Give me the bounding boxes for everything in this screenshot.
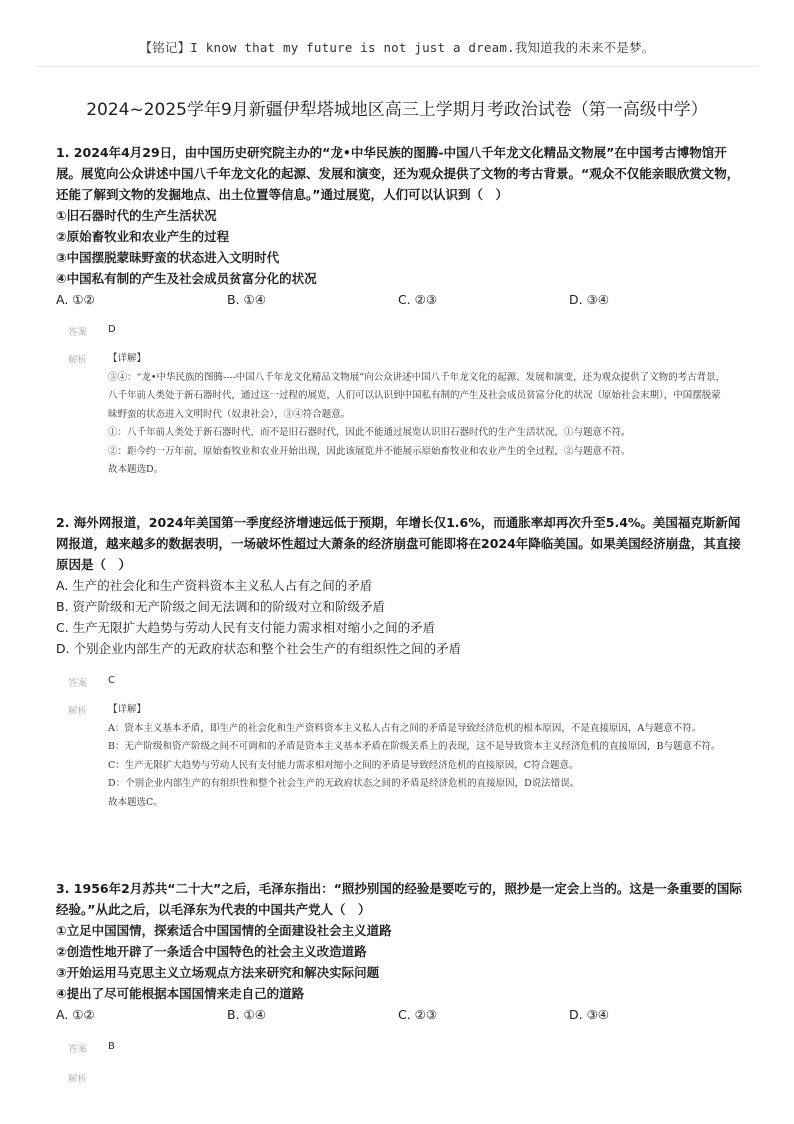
choice-row	[56, 1004, 746, 1025]
analysis-block	[56, 701, 746, 812]
header-divider	[36, 66, 758, 67]
statement-item: ③中国摆脱蒙昧野蛮的状态进入文明时代	[56, 250, 280, 265]
analysis-paragraph: A：资本主义基本矛盾，即生产的社会化和生产资料资本主义私人占有之间的矛盾是导致经济危机的根本原因，不是直接原因，A与题意不符。	[108, 722, 702, 734]
statement-item: ④提出了尽可能根据本国国情来走自己的道路	[56, 986, 305, 1001]
statement-item: ②原始畜牧业和农业产生的过程	[56, 229, 230, 244]
analysis-paragraph: ③④：“龙•中华民族的图腾----中国八千年龙文化精品文物展”向公众讲述中国八千年龙文化的起源、发展和演变，还为观众提供了文物的考古背景，八千年前人类处于新石器时代，通过这一过程的展览，人们可以认识到中国私有制的产生及社会成员贫富分化的状况（原始社会末期），中国摆脱蒙昧野蛮的状态进入文明时代（奴隶社会），③④符合题意。	[108, 371, 726, 420]
statement-item: ③开始运用马克思主义立场观点方法来研究和解决实际问题	[56, 965, 380, 980]
analysis-paragraph: ②：距今约一万年前，原始畜牧业和农业开始出现，因此该展览并不能展示原始畜牧业和农业产生的全过程，②与题意不符。	[108, 445, 631, 457]
analysis-paragraph: D：个别企业内部生产的有组织性和整个社会生产的无政府状态之间的矛盾是经济危机的直接原因，D说法错误。	[108, 778, 580, 789]
analysis-text	[108, 350, 728, 480]
statement-item: ①立足中国国情，探索适合中国国情的全面建设社会主义道路	[56, 923, 392, 938]
analysis-paragraph: B：无产阶级和资产阶级之间不可调和的矛盾是资本主义基本矛盾在阶级关系上的表现，这不是导致资本主义经济危机的直接原因，B与题意不符。	[108, 741, 721, 752]
question-stem: 1. 2024年4月29日，由中国历史研究院主办的“龙•中华民族的图腾-中国八千年龙文化精品文物展”在中国考古博物馆开展。展览向公众讲述中国八千年龙文化的起源、发展和演变，还为观众提供了文物的考古背景。“观众不仅能亲眼欣赏文物，还能了解到文物的发掘地点、出土位置等信息。”通过展览，人们可以认识到（ ）	[56, 145, 740, 202]
header-motto: 【铭记】I know that my future is not just a dream.我知道我的未来不是梦。	[139, 40, 655, 55]
choice-d: D. ③④	[569, 1007, 609, 1022]
question-3	[56, 878, 746, 1085]
choice-c: C. ②③	[398, 1007, 438, 1022]
question-2	[56, 512, 746, 812]
analysis-paragraph: 故本题选C。	[108, 796, 163, 808]
choice-row	[56, 289, 746, 310]
answer-value: B	[108, 1041, 115, 1052]
choice-b: B. ①④	[227, 1007, 266, 1022]
answer-value: D	[108, 324, 116, 335]
choice-c: C. 生产无限扩大趋势与劳动人民有支付能力需求相对缩小之间的矛盾	[56, 620, 436, 635]
detail-heading: 【详解】	[108, 353, 147, 364]
analysis-label: 解析	[68, 1074, 88, 1085]
choice-a: A. ①②	[56, 1007, 95, 1022]
analysis-paragraph: 故本题选D。	[108, 464, 164, 475]
choice-d: D. ③④	[569, 292, 609, 307]
answer-value: C	[108, 675, 115, 686]
detail-heading: 【详解】	[108, 704, 147, 715]
analysis-block	[56, 350, 746, 480]
page-title: 2024~2025学年9月新疆伊犁塔城地区高三上学期月考政治试卷（第一高级中学）	[86, 100, 708, 120]
choice-b: B. ①④	[227, 292, 266, 307]
question-stem: 2. 海外网报道，2024年美国第一季度经济增速远低于预期，年增长仅1.6%，而通胀率却再次升至5.4%。美国福克斯新闻网报道，越来越多的数据表明，一场破坏性超过大萧条的经济崩盘可能即将在2024年降临美国。如果美国经济崩盘，其直接原因是（ ）	[56, 515, 741, 572]
choice-d: D. 个别企业内部生产的无政府状态和整个社会生产的有组织性之间的矛盾	[56, 641, 462, 656]
question-stem: 3. 1956年2月苏共“二十大”之后，毛泽东指出：“照抄别国的经验是要吃亏的，照抄是一定会上当的。这是一条重要的国际经验。”从此之后，以毛泽东为代表的中国共产党人（ ）	[56, 881, 742, 917]
analysis-paragraph: C：生产无限扩大趋势与劳动人民有支付能力需求相对缩小之间的矛盾是导致经济危机的直接原因，C符合题意。	[108, 759, 579, 771]
question-1	[56, 142, 746, 480]
choice-c: C. ②③	[398, 292, 438, 307]
statement-item: ②创造性地开辟了一条适合中国特色的社会主义改造道路	[56, 944, 367, 959]
answer-row	[56, 324, 746, 338]
statement-item: ④中国私有制的产生及社会成员贫富分化的状况	[56, 271, 317, 286]
choice-a: A. ①②	[56, 292, 95, 307]
choice-b: B. 资产阶级和无产阶级之间无法调和的阶级对立和阶级矛盾	[56, 599, 386, 614]
answer-label: 答案	[68, 678, 88, 689]
answer-row	[56, 675, 746, 689]
analysis-label: 解析	[68, 706, 88, 717]
analysis-block	[56, 1069, 746, 1085]
statement-item: ①旧石器时代的生产生活状况	[56, 208, 217, 223]
answer-row	[56, 1041, 746, 1055]
choice-a: A. 生产的社会化和生产资料资本主义私人占有之间的矛盾	[56, 578, 373, 593]
analysis-label: 解析	[68, 355, 88, 366]
answer-label: 答案	[68, 1044, 88, 1055]
analysis-paragraph: ①：八千年前人类处于新石器时代，而不是旧石器时代，因此不能通过展览认识旧石器时代的生产生活状况，①与题意不符。	[108, 427, 631, 438]
answer-label: 答案	[68, 327, 88, 338]
analysis-text	[108, 701, 728, 812]
